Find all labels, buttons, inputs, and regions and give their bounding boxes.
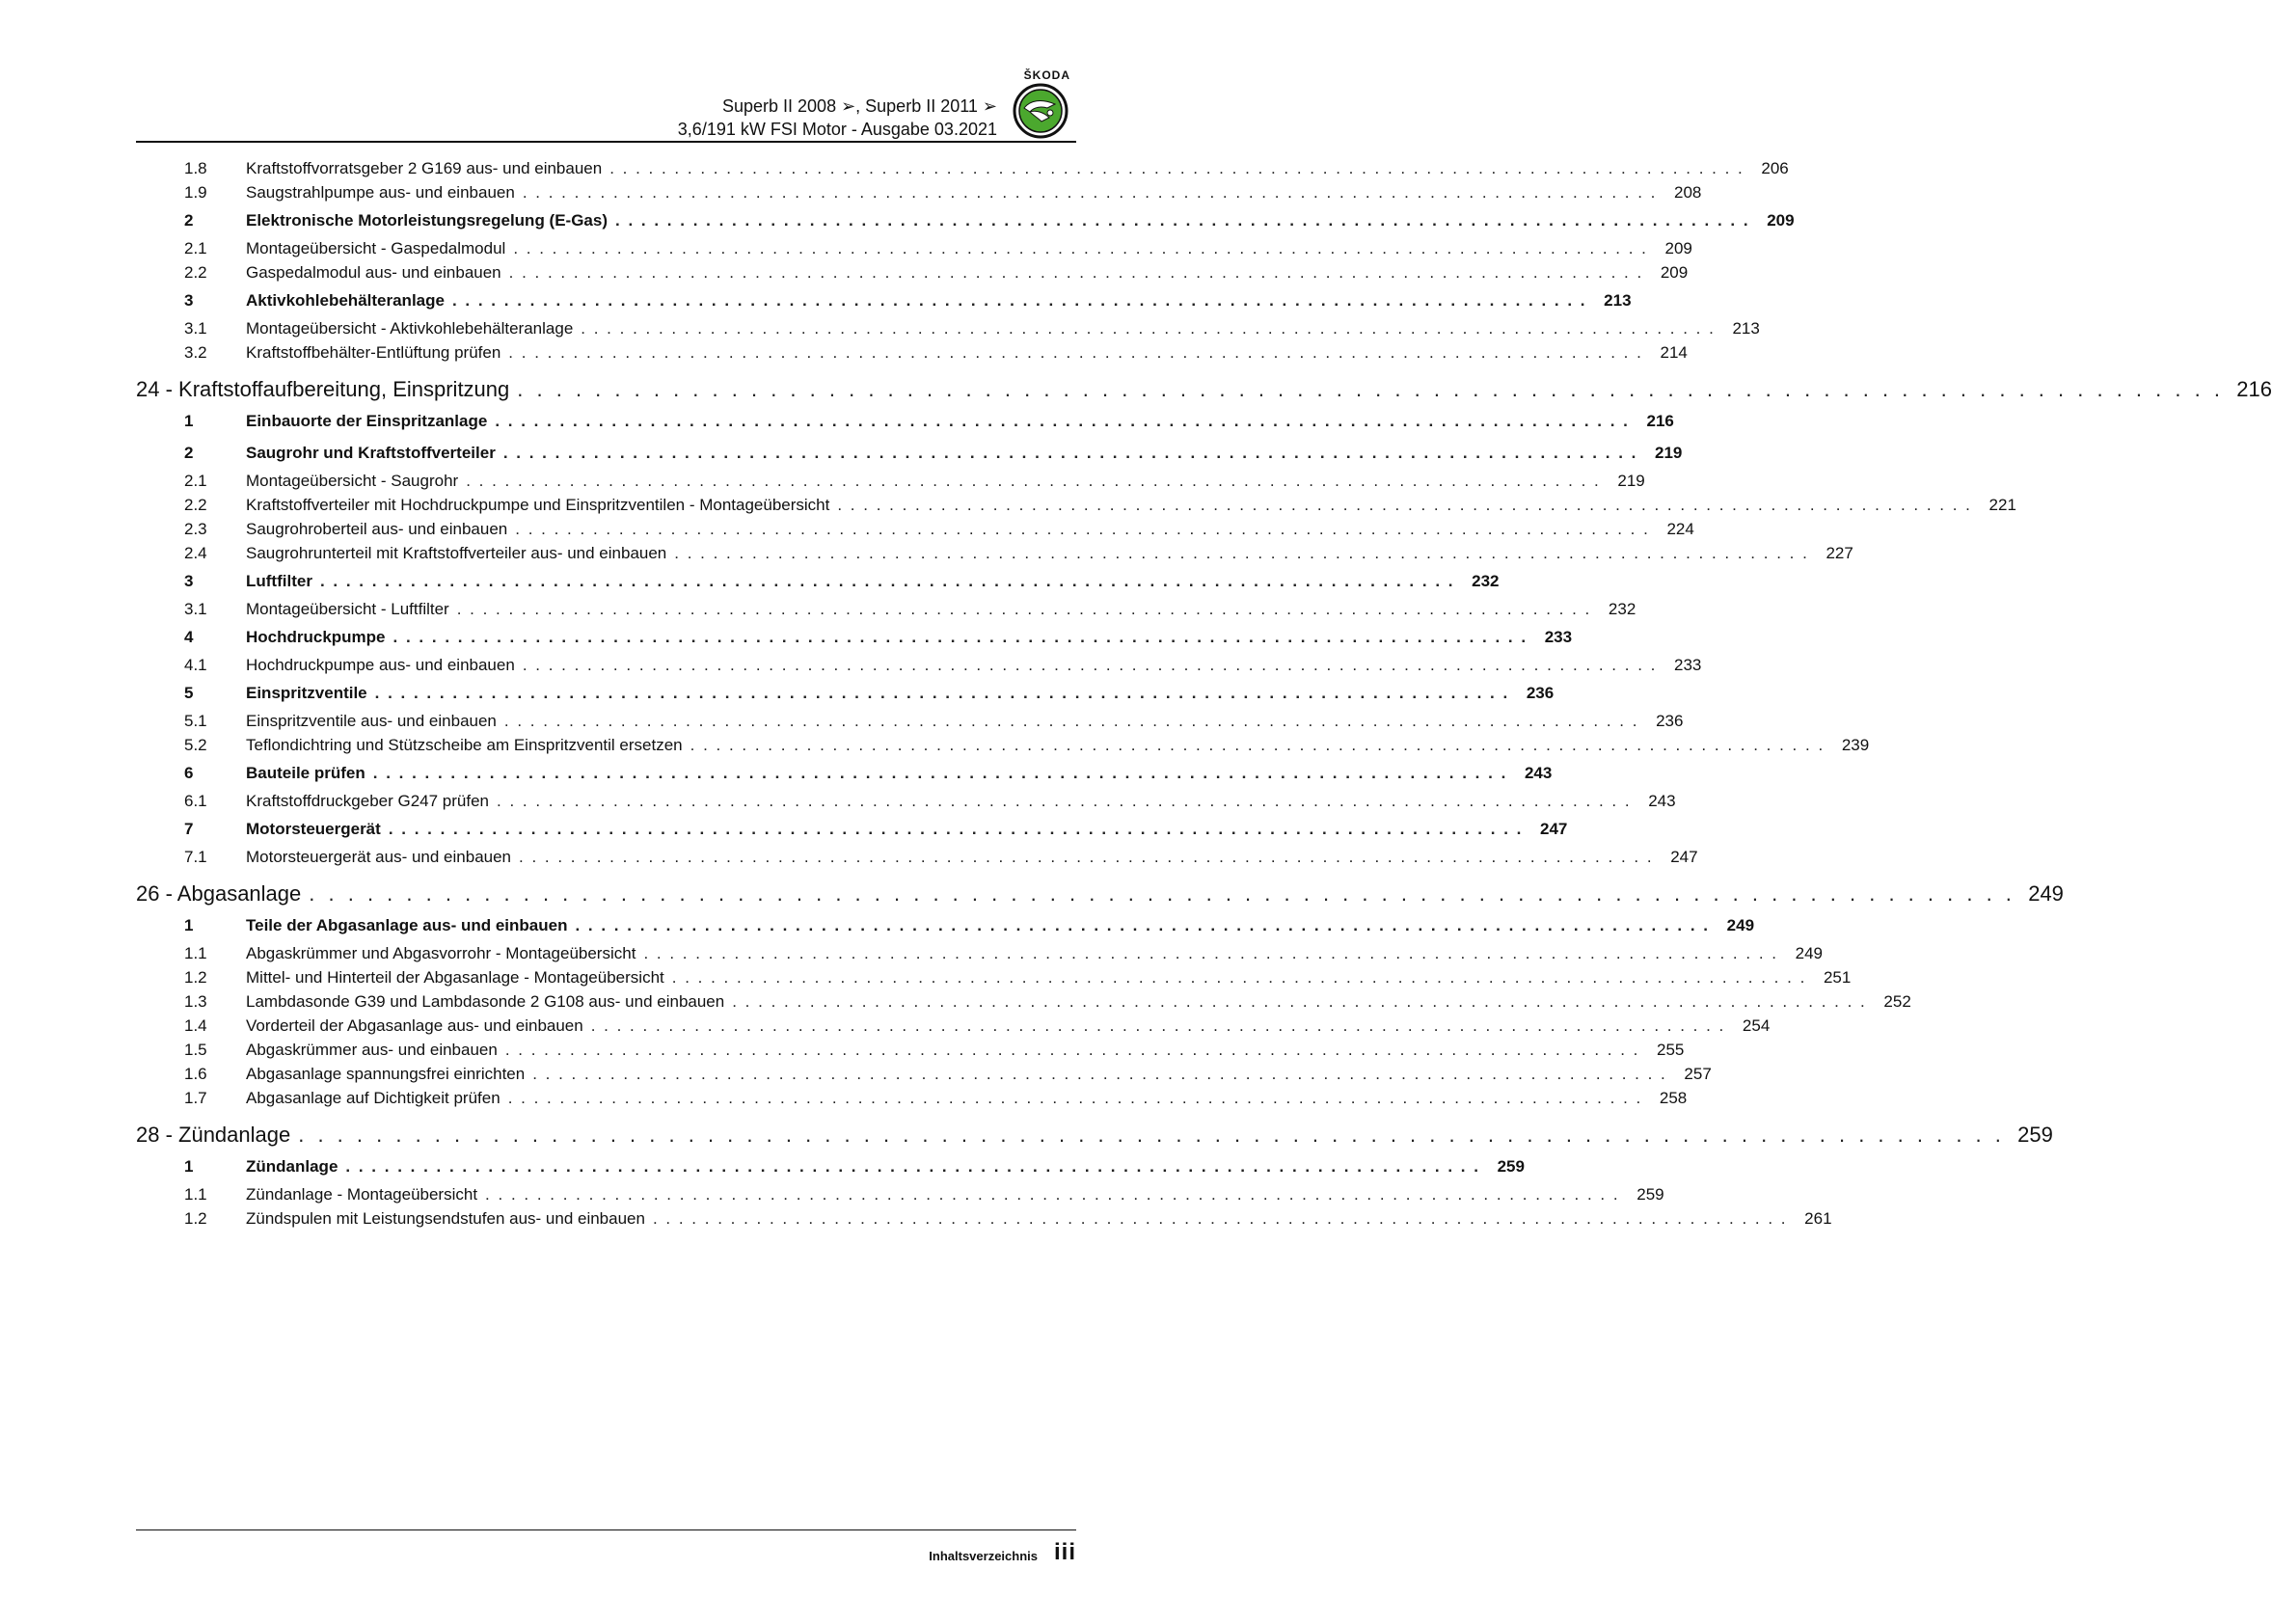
toc-subsection[interactable] [136,1089,1688,1113]
toc-entry-title: Teflondichtring und Stützscheibe am Einspritzventil ersetzen [246,736,683,754]
toc-entry-title: Abgaskrümmer und Abgasvorrohr - Montageübersicht [246,944,636,962]
toc-dot-leader: . . . . . . . . . . . . . . . . . . . . . . . . . . . . . . . . . . . . . . . . . . . . . . . . . . . . . . . . . . . . . . . . . . . . . . . . . . . . . . . . . . . . . . . . [504,1041,1640,1059]
toc-subsection[interactable] [136,183,1702,207]
toc-entry-page: 214 [1660,343,1688,362]
toc-entry-title: Zündanlage - Montageübersicht [246,1185,478,1204]
toc-entry-number: 1.1 [184,944,207,962]
toc-entry-number: 5.1 [184,712,207,730]
toc-dot-leader: . . . . . . . . . . . . . . . . . . . . . . . . . . . . . . . . . . . . . . . . . . . . . . . . . . . . . . . . . . . . . . . . . . . . . . . . . . . . . . . . . . . . . . . . [513,239,1648,257]
toc-entry-number: 5.2 [184,736,207,754]
toc-entry-page: 216 [1646,412,1674,430]
toc-entry-page: 259 [1497,1157,1525,1176]
toc-dot-leader: . . . . . . . . . . . . . . . . . . . . . . . . . . . . . . . . . . . . . . . . . . . . . . . . . . . . . . . . . . . . . . . . . . . . . . . . . . . . . . . . . . . . . . . . [652,1209,1788,1228]
toc-subsection[interactable] [136,792,1676,816]
toc-entry-number: 7.1 [184,848,207,866]
toc-dot-leader: . . . . . . . . . . . . . . . . . . . . . . . . . . . . . . . . . . . . . . . . . . . . . . . . . . . . . . . . . . . . . . . . . . . . . . . . . . . . . . . . . . . . . . . . [508,343,1643,362]
toc-entry-number: 4 [184,628,194,646]
toc-entry-page: 259 [2017,1123,2053,1147]
toc-entry-number: 1.2 [184,968,207,987]
toc-subsection[interactable] [136,472,1645,496]
toc-entry-title: Zündspulen mit Leistungsendstufen aus- und einbauen [246,1209,645,1228]
toc-entry-number: 2.1 [184,239,207,257]
toc-entry-page: 236 [1526,684,1555,702]
toc-dot-leader: . . . . . . . . . . . . . . . . . . . . . . . . . . . . . . . . . . . . . . . . . . . . . . . . . . . . . . . . . . . . . . . . . . . . . . . . . . . . . . . . . . . . . . . . [345,1157,1480,1176]
toc-dot-leader: . . . . . . . . . . . . . . . . . . . . . . . . . . . . . . . . . . . . . . . . . . . . . . . . . . . . . . . . . . . . . . . . . . . . . . . . . . . . . . . . . . . . . . . . [451,291,1587,310]
toc-subsection[interactable] [136,1041,1685,1065]
toc-entry-title: Montageübersicht - Gaspedalmodul [246,239,506,257]
toc-section[interactable] [136,207,1795,239]
toc-entry-number: 2 [184,211,194,230]
toc-entry-title: 28 - Zündanlage [136,1123,291,1147]
toc-entry-number: 3 [184,572,194,590]
toc-dot-leader: . . . . . . . . . . . . . . . . . . . . . . . . . . . . . . . . . . . . . . . . . . . . . . . . . . . . . . . . . . . . . . . . . . . . . . . . . . . . . . . . . . . . . . . . [674,544,1809,562]
toc-entry-title: Kraftstoffverteiler mit Hochdruckpumpe und Einspritzventilen - Montageübersicht [246,496,830,514]
toc-dot-leader: . . . . . . . . . . . . . . . . . . . . . . . . . . . . . . . . . . . . . . . . . . . . . . . . . . . . . . . . . . . . . . . . . . . . . . . . . . . . . . . . . . . . . . . . [372,764,1508,782]
toc-subsection[interactable] [136,848,1698,872]
toc-entry-title: Einspritzventile [246,684,367,702]
toc-entry-page: 209 [1664,239,1692,257]
toc-entry-title: Saugrohroberteil aus- und einbauen [246,520,508,538]
toc-section[interactable] [136,440,1683,472]
toc-section[interactable] [136,816,1568,848]
toc-entry-page: 209 [1767,211,1795,230]
toc-section[interactable] [136,287,1632,319]
toc-subsection[interactable] [136,343,1688,367]
toc-dot-leader: . . . . . . . . . . . . . . . . . . . . . . . . . . . . . . . . . . . . . . . . . . . . . . . . . . . . . . . . . . . . . . . . . . . . . . . . . . . . . . . . . . . . . . . . [522,656,1658,674]
toc-entry-number: 1.5 [184,1041,207,1059]
document-title [678,95,997,141]
toc-entry-title: Aktivkohlebehälteranlage [246,291,445,310]
brand-wordmark: ŠKODA [1023,68,1070,82]
toc-entry-page: 232 [1608,600,1636,618]
header-line-engine: 3,6/191 kW FSI Motor - Ausgabe 03.2021 [677,120,997,139]
toc-subsection[interactable] [136,496,2016,520]
toc-entry-number: 2.3 [184,520,207,538]
toc-subsection[interactable] [136,1016,1771,1041]
toc-entry-title: 24 - Kraftstoffaufbereitung, Einspritzung [136,377,510,401]
toc-entry-page: 233 [1674,656,1702,674]
toc-entry-page: 247 [1670,848,1698,866]
toc-entry-page: 208 [1674,183,1702,202]
toc-entry-number: 1 [184,1157,194,1176]
toc-entry-number: 2.4 [184,544,207,562]
toc-dot-leader: . . . . . . . . . . . . . . . . . . . . . . . . . . . . . . . . . . . . . . . . . . . . . . . . . . . . . . . . . . . . . . . . . . . . . . . . . . . . . . . . . . . . . . . . [590,1016,1726,1035]
toc-entry-title: 26 - Abgasanlage [136,881,302,906]
toc-entry-title: Montageübersicht - Saugrohr [246,472,459,490]
toc-entry-page: 249 [2028,881,2064,906]
toc-dot-leader: . . . . . . . . . . . . . . . . . . . . . . . . . . . . . . . . . . . . . . . . . . . . . . . . . . . . . . . . . . . . . . . . . . . . . . . . . . . . . . . . . . . . . . . . [456,600,1592,618]
toc-entry-number: 5 [184,684,194,702]
toc-entry-page: 258 [1659,1089,1688,1107]
toc-entry-page: 213 [1604,291,1632,310]
toc-entry-title: Saugstrahlpumpe aus- und einbauen [246,183,515,202]
toc-entry-number: 1.7 [184,1089,207,1107]
page-footer [136,1529,1076,1568]
toc-entry-page: 239 [1841,736,1870,754]
footer-divider [136,1529,1076,1530]
toc-dot-leader: . . . . . . . . . . . . . . . . . . . . . . . . . . . . . . . . . . . . . . . . . . . . . . . . . . . . . . . . . . . . . . . . . . . . . . . . . . . . . . . . . . . . . . . . [502,444,1638,462]
toc-dot-leader: . . . . . . . . . . . . . . . . . . . . . . . . . . . . . . . . . . . . . . . . . . . . . . . . . . . . . . . . . . . . . . . . . . . . . . . . . . . . . . . . . . . . . . . . [532,1065,1667,1083]
toc-entry-page: 261 [1804,1209,1832,1228]
toc-entry-number: 6.1 [184,792,207,810]
table-of-contents [136,159,2272,1233]
toc-dot-leader: . . . . . . . . . . . . . . . . . . . . . . . . . . . . . . . . . . . . . . . . . . . . . . . . . . . . . . . . . . . . . . . . . . . . . . . . . . . . . . . . . . . . . . . . [309,881,2015,906]
toc-entry-number: 3.2 [184,343,207,362]
toc-entry-number: 7 [184,820,194,838]
toc-entry-number: 1 [184,916,194,934]
toc-entry-title: Abgasanlage spannungsfrei einrichten [246,1065,526,1083]
toc-subsection[interactable] [136,544,1853,568]
toc-entry-page: 221 [1988,496,2016,514]
toc-entry-title: Saugrohr und Kraftstoffverteiler [246,444,496,462]
toc-subsection[interactable] [136,239,1692,263]
toc-dot-leader: . . . . . . . . . . . . . . . . . . . . . . . . . . . . . . . . . . . . . . . . . . . . . . . . . . . . . . . . . . . . . . . . . . . . . . . . . . . . . . . . . . . . . . . . [392,628,1528,646]
toc-entry-title: Kraftstoffbehälter-Entlüftung prüfen [246,343,501,362]
page-number: iii [1053,1539,1076,1565]
header-line-models: Superb II 2008 ➢, Superb II 2011 ➢ [721,96,997,116]
toc-entry-number: 3.1 [184,319,207,338]
page-header [136,58,1076,143]
toc-entry-page: 219 [1617,472,1645,490]
toc-entry-title: Einbauorte der Einspritzanlage [246,412,488,430]
toc-entry-page: 233 [1544,628,1573,646]
toc-dot-leader: . . . . . . . . . . . . . . . . . . . . . . . . . . . . . . . . . . . . . . . . . . . . . . . . . . . . . . . . . . . . . . . . . . . . . . . . . . . . . . . . . . . . . . . . [690,736,1826,754]
toc-dot-leader: . . . . . . . . . . . . . . . . . . . . . . . . . . . . . . . . . . . . . . . . . . . . . . . . . . . . . . . . . . . . . . . . . . . . . . . . . . . . . . . . . . . . . . . . [671,968,1807,987]
toc-dot-leader: . . . . . . . . . . . . . . . . . . . . . . . . . . . . . . . . . . . . . . . . . . . . . . . . . . . . . . . . . . . . . . . . . . . . . . . . . . . . . . . . . . . . . . . . [732,992,1867,1011]
toc-entry-title: Teile der Abgasanlage aus- und einbauen [246,916,568,934]
toc-dot-leader: . . . . . . . . . . . . . . . . . . . . . . . . . . . . . . . . . . . . . . . . . . . . . . . . . . . . . . . . . . . . . . . . . . . . . . . . . . . . . . . . . . . . . . . . [319,572,1455,590]
toc-entry-title: Montageübersicht - Luftfilter [246,600,449,618]
toc-dot-leader: . . . . . . . . . . . . . . . . . . . . . . . . . . . . . . . . . . . . . . . . . . . . . . . . . . . . . . . . . . . . . . . . . . . . . . . . . . . . . . . . . . . . . . . . [374,684,1510,702]
toc-entry-number: 3.1 [184,600,207,618]
toc-entry-title: Montageübersicht - Aktivkohlebehälteranlage [246,319,574,338]
toc-entry-page: 209 [1660,263,1689,282]
toc-entry-number: 2.2 [184,263,207,282]
toc-entry-title: Kraftstoffvorratsgeber 2 G169 aus- und einbauen [246,159,603,177]
footer-section-label: Inhaltsverzeichnis [929,1549,1038,1563]
skoda-logo-icon [1013,83,1068,139]
toc-entry-title: Elektronische Motorleistungsregelung (E-Gas) [246,211,609,230]
toc-entry-page: 259 [1636,1185,1664,1204]
toc-entry-number: 1.9 [184,183,207,202]
toc-entry-title: Lambdasonde G39 und Lambdasonde 2 G108 aus- und einbauen [246,992,725,1011]
toc-entry-title: Luftfilter [246,572,312,590]
toc-entry-number: 1 [184,412,194,430]
toc-entry-number: 2.2 [184,496,207,514]
toc-dot-leader: . . . . . . . . . . . . . . . . . . . . . . . . . . . . . . . . . . . . . . . . . . . . . . . . . . . . . . . . . . . . . . . . . . . . . . . . . . . . . . . . . . . . . . . . [503,712,1639,730]
toc-dot-leader: . . . . . . . . . . . . . . . . . . . . . . . . . . . . . . . . . . . . . . . . . . . . . . . . . . . . . . . . . . . . . . . . . . . . . . . . . . . . . . . . . . . . . . . . [575,916,1711,934]
toc-section[interactable] [136,568,1500,600]
toc-entry-page: 247 [1540,820,1568,838]
toc-subsection[interactable] [136,1209,1832,1233]
toc-dot-leader: . . . . . . . . . . . . . . . . . . . . . . . . . . . . . . . . . . . . . . . . . . . . . . . . . . . . . . . . . . . . . . . . . . . . . . . . . . . . . . . . . . . . . . . . [615,211,1750,230]
toc-entry-title: Zündanlage [246,1157,338,1176]
toc-dot-leader: . . . . . . . . . . . . . . . . . . . . . . . . . . . . . . . . . . . . . . . . . . . . . . . . . . . . . . . . . . . . . . . . . . . . . . . . . . . . . . . . . . . . . . . . [517,377,2224,401]
toc-dot-leader: . . . . . . . . . . . . . . . . . . . . . . . . . . . . . . . . . . . . . . . . . . . . . . . . . . . . . . . . . . . . . . . . . . . . . . . . . . . . . . . . . . . . . . . . [485,1185,1620,1204]
toc-dot-leader: . . . . . . . . . . . . . . . . . . . . . . . . . . . . . . . . . . . . . . . . . . . . . . . . . . . . . . . . . . . . . . . . . . . . . . . . . . . . . . . . . . . . . . . . [388,820,1524,838]
toc-dot-leader: . . . . . . . . . . . . . . . . . . . . . . . . . . . . . . . . . . . . . . . . . . . . . . . . . . . . . . . . . . . . . . . . . . . . . . . . . . . . . . . . . . . . . . . . [507,1089,1643,1107]
header-divider [136,141,1076,143]
toc-entry-page: 251 [1823,968,1852,987]
toc-subsection[interactable] [136,159,1789,183]
toc-chapter[interactable] [136,367,2272,408]
toc-subsection[interactable] [136,600,1636,624]
toc-subsection[interactable] [136,319,1760,343]
toc-entry-title: Vorderteil der Abgasanlage aus- und einbauen [246,1016,583,1035]
toc-subsection[interactable] [136,944,1823,968]
toc-entry-number: 4.1 [184,656,207,674]
toc-entry-page: 236 [1656,712,1684,730]
toc-subsection[interactable] [136,712,1684,736]
toc-dot-leader: . . . . . . . . . . . . . . . . . . . . . . . . . . . . . . . . . . . . . . . . . . . . . . . . . . . . . . . . . . . . . . . . . . . . . . . . . . . . . . . . . . . . . . . . [609,159,1745,177]
toc-entry-title: Hochdruckpumpe [246,628,386,646]
toc-entry-page: 252 [1883,992,1911,1011]
toc-subsection[interactable] [136,968,1852,992]
toc-entry-title: Abgaskrümmer aus- und einbauen [246,1041,498,1059]
toc-entry-number: 1.3 [184,992,207,1011]
toc-dot-leader: . . . . . . . . . . . . . . . . . . . . . . . . . . . . . . . . . . . . . . . . . . . . . . . . . . . . . . . . . . . . . . . . . . . . . . . . . . . . . . . . . . . . . . . . [581,319,1716,338]
toc-subsection[interactable] [136,1065,1712,1089]
toc-entry-title: Einspritzventile aus- und einbauen [246,712,497,730]
toc-dot-leader: . . . . . . . . . . . . . . . . . . . . . . . . . . . . . . . . . . . . . . . . . . . . . . . . . . . . . . . . . . . . . . . . . . . . . . . . . . . . . . . . . . . . . . . . [466,472,1601,490]
toc-dot-leader: . . . . . . . . . . . . . . . . . . . . . . . . . . . . . . . . . . . . . . . . . . . . . . . . . . . . . . . . . . . . . . . . . . . . . . . . . . . . . . . . . . . . . . . . [508,263,1644,282]
toc-section[interactable] [136,912,1755,944]
toc-subsection[interactable] [136,1185,1664,1209]
toc-dot-leader: . . . . . . . . . . . . . . . . . . . . . . . . . . . . . . . . . . . . . . . . . . . . . . . . . . . . . . . . . . . . . . . . . . . . . . . . . . . . . . . . . . . . . . . . [837,496,1972,514]
toc-subsection[interactable] [136,992,1911,1016]
toc-entry-title: Hochdruckpumpe aus- und einbauen [246,656,515,674]
toc-entry-number: 3 [184,291,194,310]
toc-entry-page: 227 [1826,544,1853,562]
toc-entry-page: 206 [1761,159,1789,177]
toc-section[interactable] [136,1153,1525,1185]
toc-entry-number: 1.4 [184,1016,207,1035]
toc-entry-page: 243 [1524,764,1553,782]
toc-entry-page: 254 [1742,1016,1771,1035]
toc-entry-page: 219 [1655,444,1683,462]
toc-entry-number: 2 [184,444,194,462]
toc-entry-page: 232 [1472,572,1500,590]
toc-dot-leader: . . . . . . . . . . . . . . . . . . . . . . . . . . . . . . . . . . . . . . . . . . . . . . . . . . . . . . . . . . . . . . . . . . . . . . . . . . . . . . . . . . . . . . . . [522,183,1658,202]
toc-entry-number: 1.6 [184,1065,207,1083]
toc-dot-leader: . . . . . . . . . . . . . . . . . . . . . . . . . . . . . . . . . . . . . . . . . . . . . . . . . . . . . . . . . . . . . . . . . . . . . . . . . . . . . . . . . . . . . . . . [495,412,1630,430]
toc-section[interactable] [136,760,1553,792]
toc-entry-number: 1.1 [184,1185,207,1204]
toc-subsection[interactable] [136,736,1870,760]
toc-dot-leader: . . . . . . . . . . . . . . . . . . . . . . . . . . . . . . . . . . . . . . . . . . . . . . . . . . . . . . . . . . . . . . . . . . . . . . . . . . . . . . . . . . . . . . . . [519,848,1654,866]
toc-entry-page: 243 [1648,792,1676,810]
toc-entry-page: 249 [1795,944,1823,962]
toc-section[interactable] [136,624,1573,656]
toc-dot-leader: . . . . . . . . . . . . . . . . . . . . . . . . . . . . . . . . . . . . . . . . . . . . . . . . . . . . . . . . . . . . . . . . . . . . . . . . . . . . . . . . . . . . . . . . [298,1123,2005,1147]
toc-entry-title: Bauteile prüfen [246,764,365,782]
toc-entry-page: 255 [1657,1041,1685,1059]
toc-dot-leader: . . . . . . . . . . . . . . . . . . . . . . . . . . . . . . . . . . . . . . . . . . . . . . . . . . . . . . . . . . . . . . . . . . . . . . . . . . . . . . . . . . . . . . . . [497,792,1632,810]
toc-entry-title: Saugrohrunterteil mit Kraftstoffverteiler aus- und einbauen [246,544,667,562]
toc-entry-page: 213 [1732,319,1760,338]
toc-entry-number: 2.1 [184,472,207,490]
toc-entry-title: Gaspedalmodul aus- und einbauen [246,263,501,282]
toc-entry-title: Abgasanlage auf Dichtigkeit prüfen [246,1089,500,1107]
toc-subsection[interactable] [136,656,1702,680]
toc-entry-title: Mittel- und Hinterteil der Abgasanlage - Montageübersicht [246,968,664,987]
toc-subsection[interactable] [136,263,1689,287]
toc-chapter[interactable] [136,1113,2053,1153]
toc-entry-page: 257 [1684,1065,1712,1083]
toc-entry-page: 224 [1666,520,1694,538]
toc-entry-title: Motorsteuergerät aus- und einbauen [246,848,512,866]
toc-entry-number: 1.8 [184,159,207,177]
toc-dot-leader: . . . . . . . . . . . . . . . . . . . . . . . . . . . . . . . . . . . . . . . . . . . . . . . . . . . . . . . . . . . . . . . . . . . . . . . . . . . . . . . . . . . . . . . . [515,520,1650,538]
toc-section[interactable] [136,408,1674,440]
toc-entry-page: 216 [2236,377,2272,401]
toc-chapter[interactable] [136,872,2064,912]
toc-entry-number: 1.2 [184,1209,207,1228]
toc-entry-number: 6 [184,764,194,782]
toc-entry-title: Motorsteuergerät [246,820,381,838]
toc-entry-page: 249 [1726,916,1755,934]
toc-subsection[interactable] [136,520,1694,544]
toc-dot-leader: . . . . . . . . . . . . . . . . . . . . . . . . . . . . . . . . . . . . . . . . . . . . . . . . . . . . . . . . . . . . . . . . . . . . . . . . . . . . . . . . . . . . . . . . [643,944,1778,962]
toc-entry-title: Kraftstoffdruckgeber G247 prüfen [246,792,490,810]
toc-section[interactable] [136,680,1555,712]
